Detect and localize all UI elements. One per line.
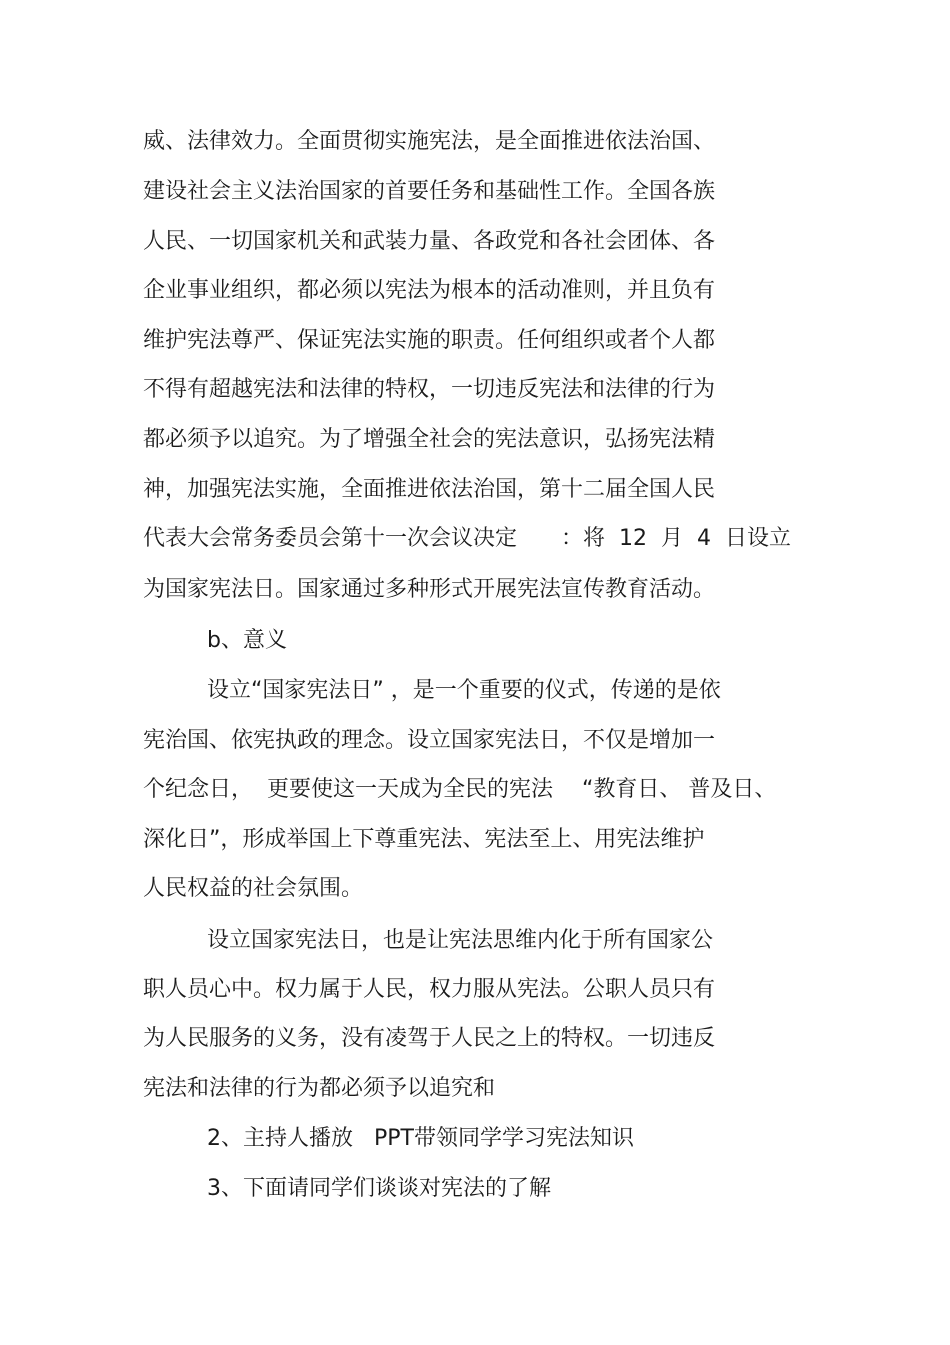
body-text-line: 都必须予以追究。为了增强全社会的宪法意识，弘扬宪法精 [143,427,716,452]
body-text-line: 设立“国家宪法日” ，是一个重要的仪式，传递的是依 [207,678,721,703]
body-text-line: 设立国家宪法日，也是让宪法思维内化于所有国家公 [207,928,714,953]
body-text-line: 神，加强宪法实施，全面推进依法治国，第十二届全国人民 [143,477,716,502]
body-text-line: 宪治国、依宪执政的理念。设立国家宪法日，不仅是增加一 [143,728,716,753]
body-text-line: 维护宪法尊严、保证宪法实施的职责。任何组织或者个人都 [143,328,716,353]
body-text-line: 为国家宪法日。国家通过多种形式开展宪法宣传教育活动。 [143,577,716,602]
body-text-line: 代表大会常务委员会第十一次会议决定 ：将 12 月 4 日设立 [143,526,791,551]
body-text-line: 人民权益的社会氛围。 [143,876,364,901]
body-text-line: 宪法和法律的行为都必须予以追究和 [143,1076,496,1101]
body-text-line: 人民、一切国家机关和武装力量、各政党和各社会团体、各 [143,229,716,254]
body-text-line: 不得有超越宪法和法律的特权，一切违反宪法和法律的行为 [143,377,716,402]
body-text-line: 建设社会主义法治国家的首要任务和基础性工作。全国各族 [143,179,716,204]
body-text-line: 为人民服务的义务，没有凌驾于人民之上的特权。一切违反 [143,1026,716,1051]
body-text-line: 个纪念日， 更要使这一天成为全民的宪法 “教育日、 普及日、 [143,777,777,802]
body-text-line: 深化日”，形成举国上下尊重宪法、宪法至上、用宪法维护 [143,827,705,852]
body-text-line: 威、法律效力。全面贯彻实施宪法，是全面推进依法治国、 [143,129,716,154]
list-item: 3、下面请同学们谈谈对宪法的了解 [207,1176,551,1201]
body-text-line: 职人员心中。权力属于人民，权力服从宪法。公职人员只有 [143,977,716,1002]
section-heading: b、意义 [207,628,287,653]
list-item: 2、主持人播放 PPT带领同学学习宪法知识 [207,1126,634,1151]
body-text-line: 企业事业组织，都必须以宪法为根本的活动准则，并且负有 [143,278,716,303]
